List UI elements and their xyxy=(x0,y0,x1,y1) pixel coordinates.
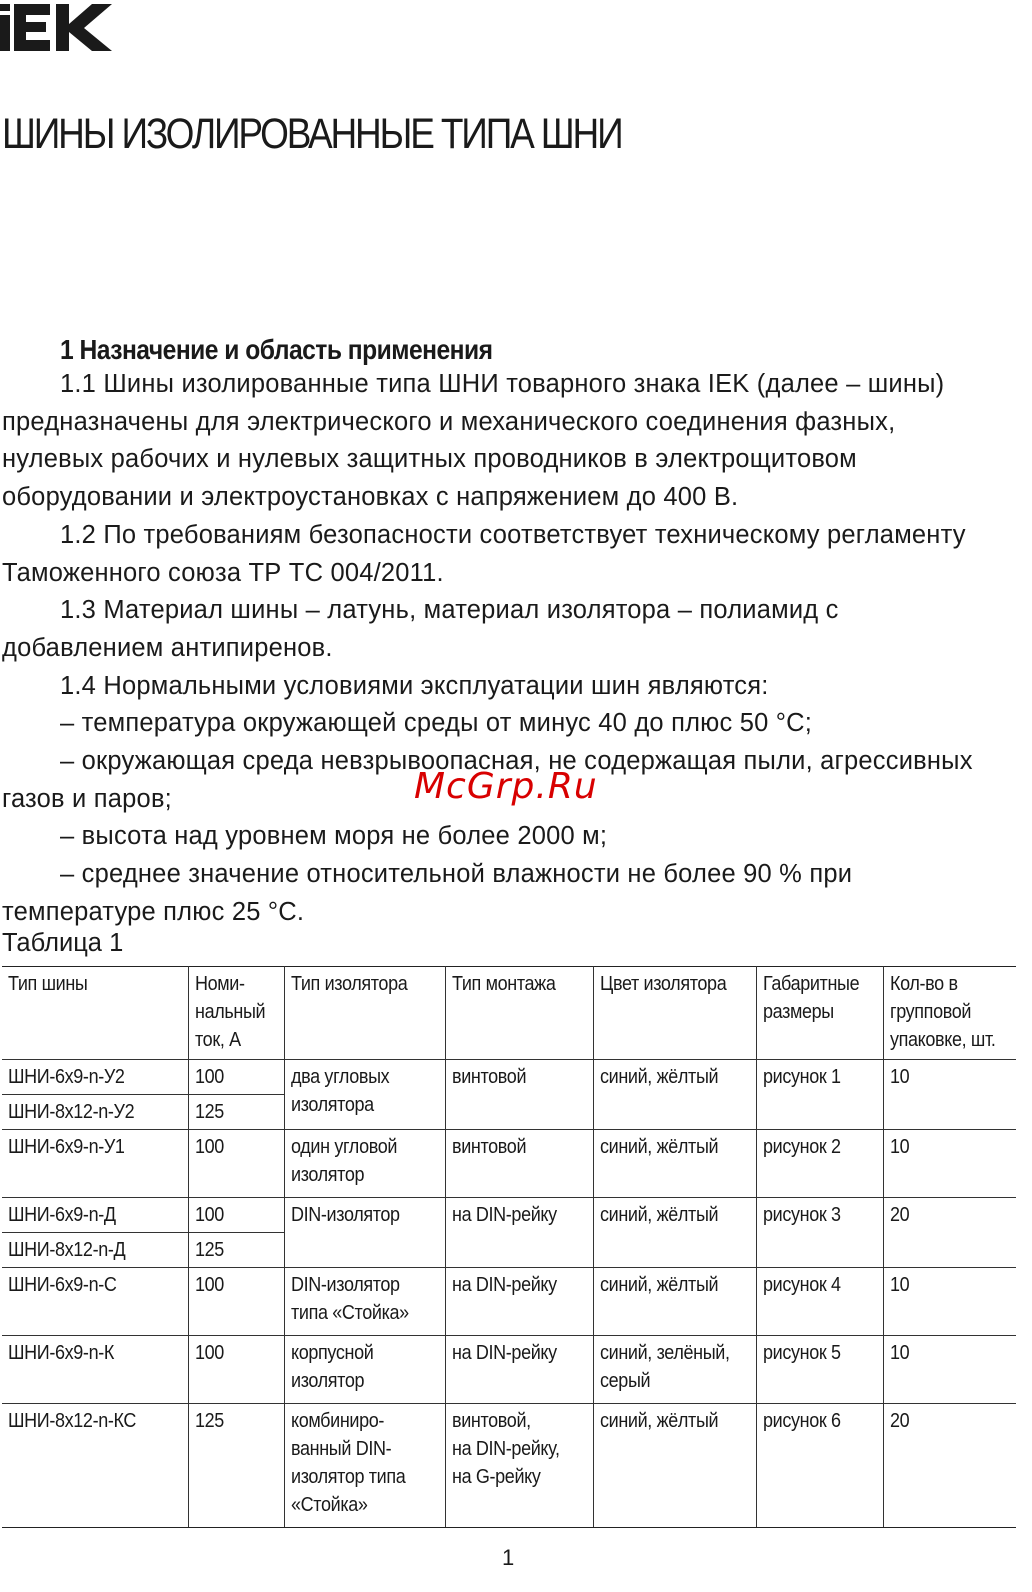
cell-dimensions: рисунок 3 xyxy=(756,1198,883,1268)
cell-insulator: DIN-изолятор xyxy=(284,1198,445,1268)
cell-qty: 20 xyxy=(883,1198,1016,1268)
cell-current: 125 xyxy=(188,1404,284,1528)
paragraph-1-3: 1.3 Материал шины – латунь, материал изолятора – полиамид с добавлением антипиренов. xyxy=(2,596,839,662)
watermark: McGrp.Ru xyxy=(414,766,598,807)
cell-bus-type: ШНИ-6х9-n-С xyxy=(2,1268,188,1336)
cell-color: синий, зелёный, серый xyxy=(593,1336,756,1404)
table-row xyxy=(2,1198,1016,1233)
cell-color: синий, жёлтый xyxy=(593,1404,756,1528)
cell-qty: 10 xyxy=(883,1336,1016,1404)
table-row xyxy=(2,1404,1016,1528)
specification-table xyxy=(2,966,1016,1528)
cell-color: синий, жёлтый xyxy=(593,1198,756,1268)
cell-bus-type: ШНИ-8х12-n-У2 xyxy=(2,1095,188,1130)
cell-mounting: винтовой, на DIN-рейку, на G-рейку xyxy=(445,1404,593,1528)
cell-color: синий, жёлтый xyxy=(593,1060,756,1130)
header-dimensions: Габаритные размеры xyxy=(756,967,883,1060)
cell-mounting: на DIN-рейку xyxy=(445,1198,593,1268)
cell-mounting: винтовой xyxy=(445,1060,593,1130)
cell-color: синий, жёлтый xyxy=(593,1130,756,1198)
header-mounting-type: Тип монтажа xyxy=(445,967,593,1060)
table-row xyxy=(2,1130,1016,1198)
header-insulator-type: Тип изолятора xyxy=(284,967,445,1060)
cell-current: 100 xyxy=(188,1268,284,1336)
cell-mounting: винтовой xyxy=(445,1130,593,1198)
cell-qty: 10 xyxy=(883,1268,1016,1336)
condition-altitude: – высота над уровнем моря не более 2000 м; xyxy=(60,822,608,851)
header-insulator-color: Цвет изолятора xyxy=(593,967,756,1060)
cell-insulator: один угловой изолятор xyxy=(284,1130,445,1198)
cell-bus-type: ШНИ-6х9-n-Д xyxy=(2,1198,188,1233)
cell-current: 100 xyxy=(188,1060,284,1095)
cell-insulator: DIN-изолятор типа «Стойка» xyxy=(284,1268,445,1336)
section-heading: 1 Назначение и область применения xyxy=(60,334,493,365)
cell-mounting: на DIN-рейку xyxy=(445,1268,593,1336)
cell-color: синий, жёлтый xyxy=(593,1268,756,1336)
table-header-row xyxy=(2,967,1016,1060)
cell-qty: 10 xyxy=(883,1060,1016,1130)
cell-dimensions: рисунок 6 xyxy=(756,1404,883,1528)
page-number: 1 xyxy=(502,1545,515,1570)
cell-mounting: на DIN-рейку xyxy=(445,1336,593,1404)
cell-qty: 10 xyxy=(883,1130,1016,1198)
cell-current: 125 xyxy=(188,1095,284,1130)
table-row xyxy=(2,1336,1016,1404)
cell-dimensions: рисунок 2 xyxy=(756,1130,883,1198)
cell-bus-type: ШНИ-8х12-n-КС xyxy=(2,1404,188,1528)
paragraph-1-2: 1.2 По требованиям безопасности соответствует техническому регламенту Таможенного союза ТР ТС 004/2011. xyxy=(2,520,966,587)
cell-insulator: корпусной изолятор xyxy=(284,1336,445,1404)
cell-bus-type: ШНИ-6х9-n-К xyxy=(2,1336,188,1404)
header-package-qty: Кол-во в групповой упаковке, шт. xyxy=(883,967,1016,1060)
header-rated-current: Номи- нальный ток, А xyxy=(188,967,284,1060)
cell-insulator: два угловых изолятора xyxy=(284,1060,445,1130)
cell-insulator: комбиниро- ванный DIN- изолятор типа «Стойка» xyxy=(284,1404,445,1528)
cell-dimensions: рисунок 1 xyxy=(756,1060,883,1130)
table-caption: Таблица 1 xyxy=(2,929,124,957)
section-body xyxy=(2,366,1002,932)
condition-temperature: – температура окружающей среды от минус 40 до плюс 50 °С; xyxy=(60,709,813,738)
paragraph-1-4: 1.4 Нормальными условиями эксплуатации шин являются: xyxy=(60,671,769,700)
cell-current: 100 xyxy=(188,1198,284,1233)
table-row xyxy=(2,1268,1016,1336)
document-title: ШИНЫ ИЗОЛИРОВАННЫЕ ТИПА ШНИ xyxy=(2,110,622,158)
table-row xyxy=(2,1060,1016,1095)
cell-current: 100 xyxy=(188,1336,284,1404)
cell-current: 125 xyxy=(188,1233,284,1268)
cell-qty: 20 xyxy=(883,1404,1016,1528)
iek-logo xyxy=(0,0,120,56)
cell-current: 100 xyxy=(188,1130,284,1198)
cell-dimensions: рисунок 5 xyxy=(756,1336,883,1404)
condition-humidity: – среднее значение относительной влажности не более 90 % при температуре плюс 25 °С. xyxy=(2,860,853,926)
cell-dimensions: рисунок 4 xyxy=(756,1268,883,1336)
condition-environment: – окружающая среда невзрывоопасная, не содержащая пыли, агрессивных газов и паров; xyxy=(2,747,973,813)
cell-bus-type: ШНИ-6х9-n-У2 xyxy=(2,1060,188,1095)
header-bus-type: Тип шины xyxy=(2,967,188,1060)
paragraph-1-1: 1.1 Шины изолированные типа ШНИ товарного знака IEK (далее – шины) предназначены для электрического и механического соединения фазных, нулевых рабочих и нулевых защитных проводников в электрощитовом оборудовании и электроустановках с напряжением до 400 В. xyxy=(2,370,945,512)
cell-bus-type: ШНИ-8х12-n-Д xyxy=(2,1233,188,1268)
cell-bus-type: ШНИ-6х9-n-У1 xyxy=(2,1130,188,1198)
